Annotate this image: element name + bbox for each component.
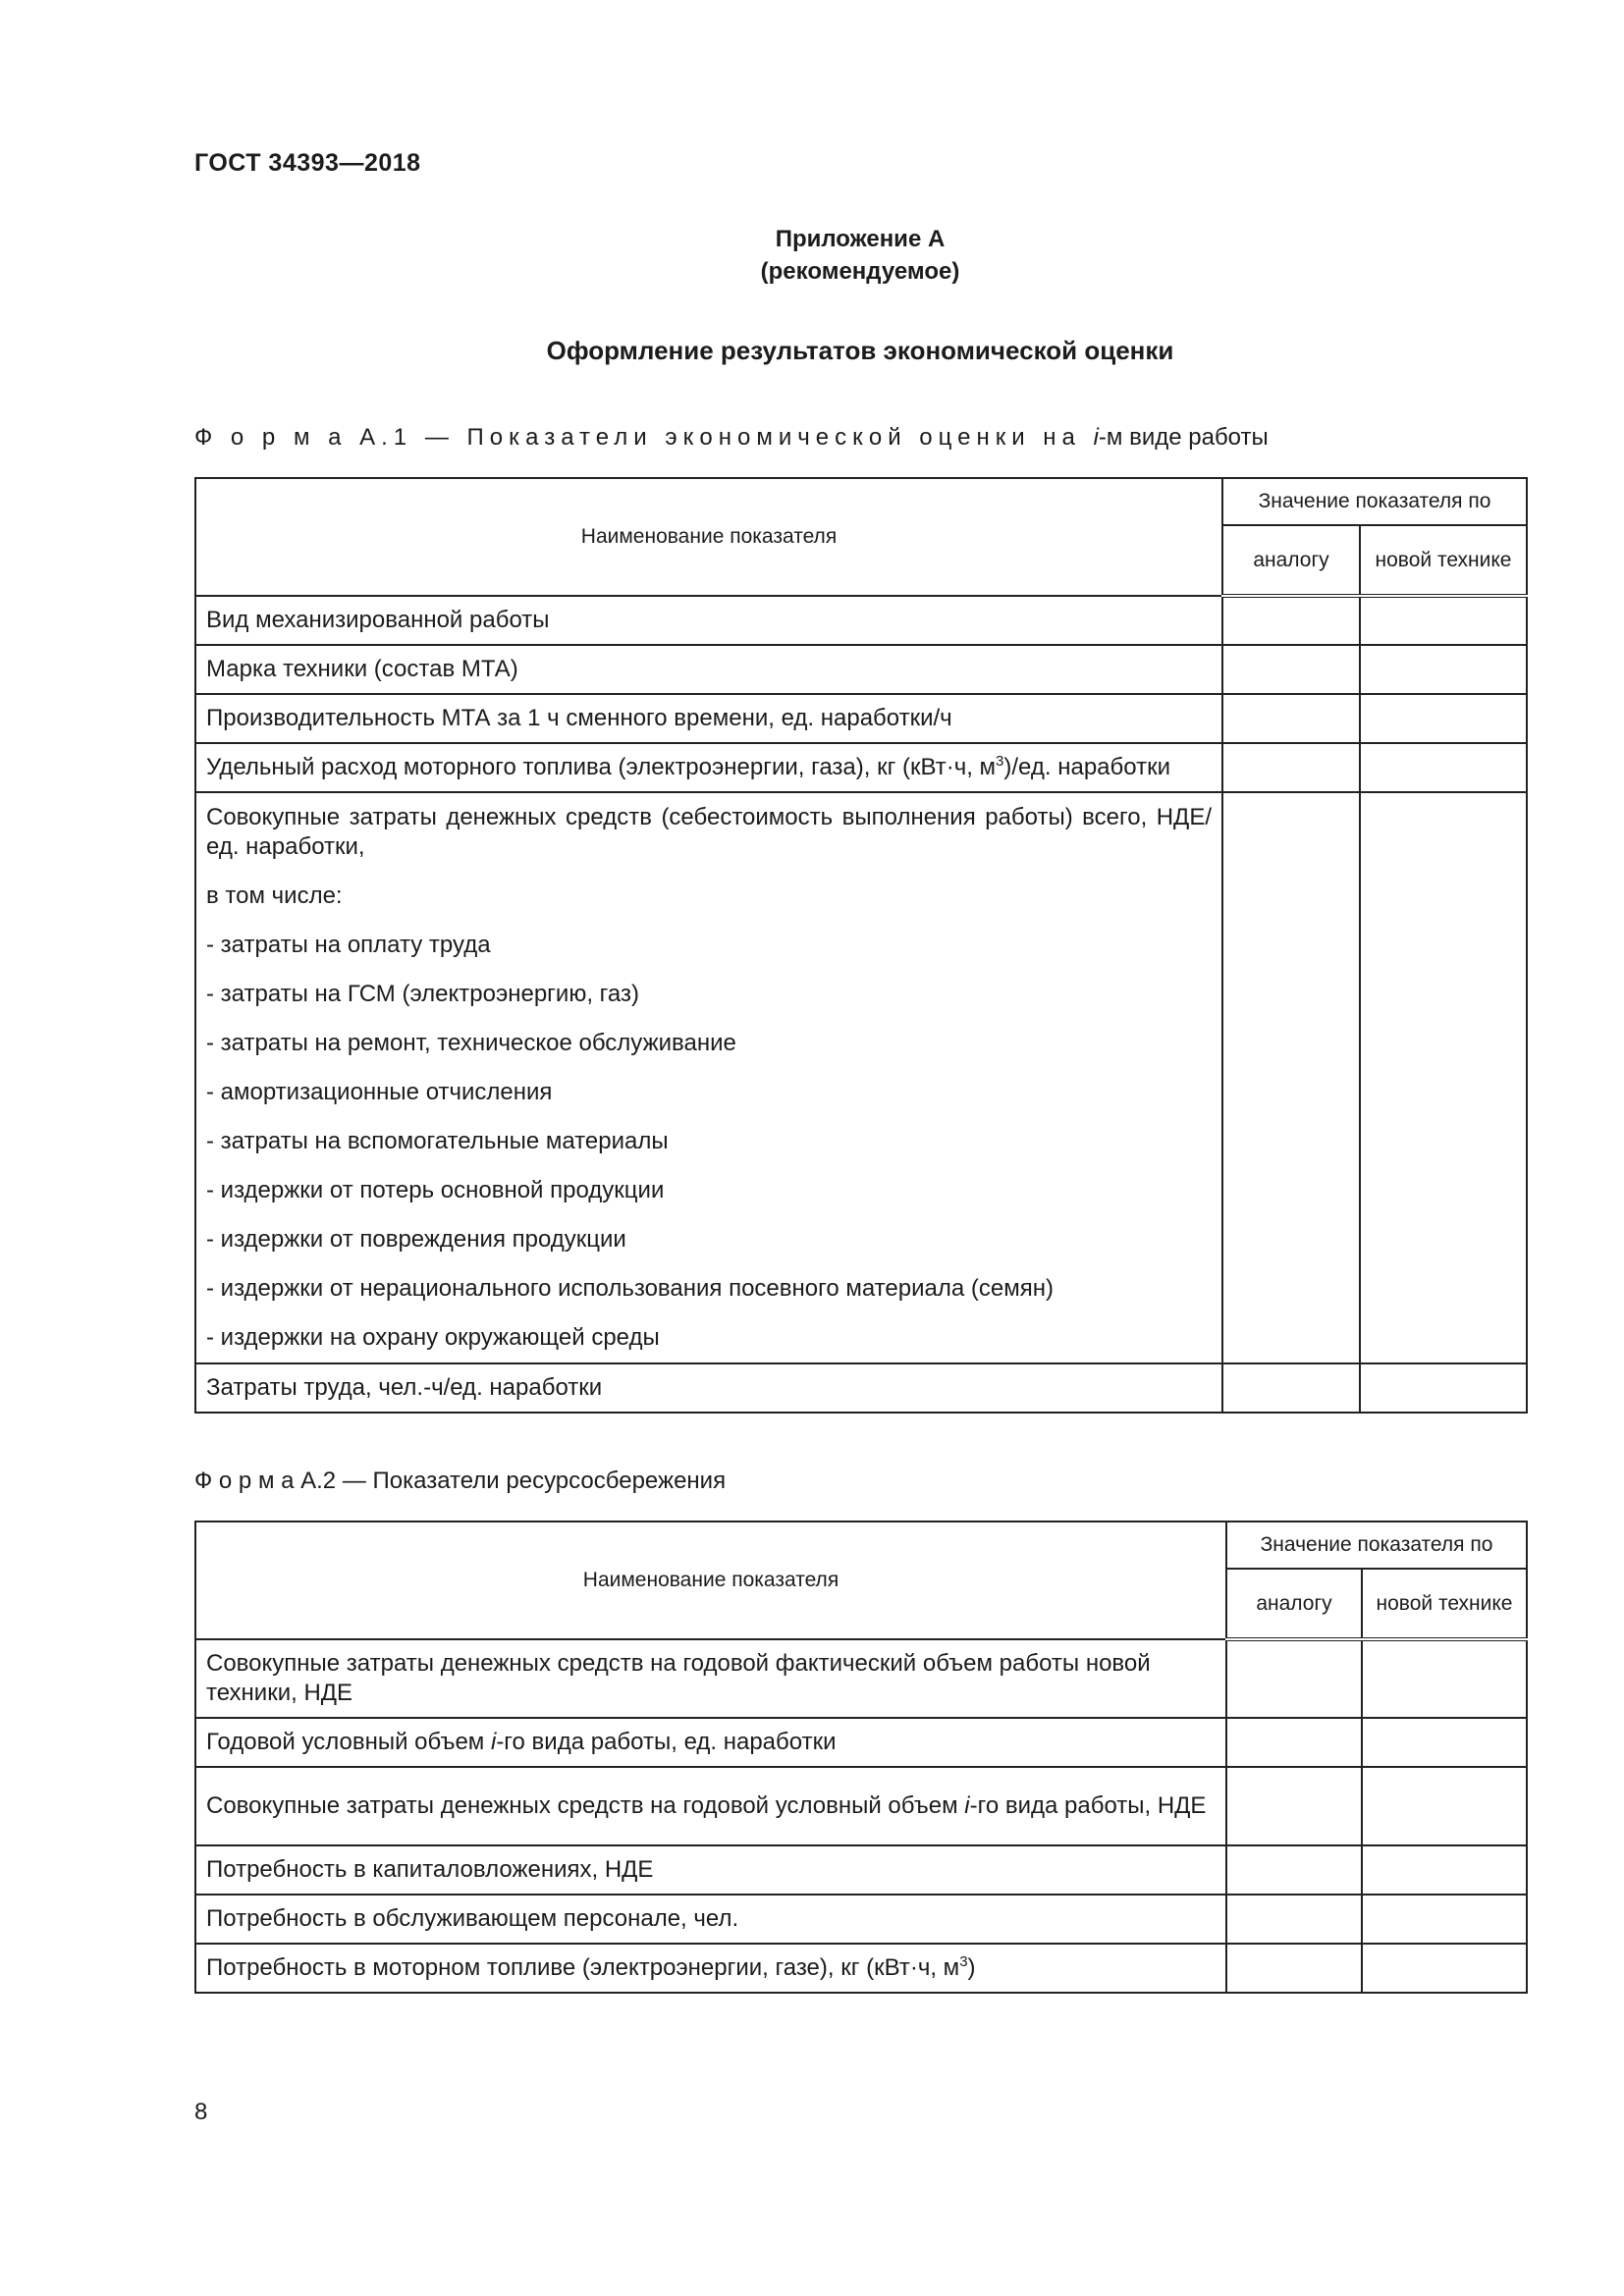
column-header-analog: аналогу xyxy=(1222,525,1360,596)
value-new-cell[interactable] xyxy=(1362,1639,1527,1718)
cost-item: - амортизационные отчисления xyxy=(206,1079,553,1105)
table-row xyxy=(195,1363,1527,1413)
table-row xyxy=(195,1895,1527,1944)
indicator-name: Производительность МТА за 1 ч сменного времени, ед. наработки/ч xyxy=(195,694,1222,743)
value-analog-cell[interactable] xyxy=(1226,1895,1362,1944)
value-new-cell[interactable] xyxy=(1360,645,1527,694)
indicator-name xyxy=(195,743,1222,792)
table-row xyxy=(195,694,1527,743)
superscript: 3 xyxy=(959,1953,968,1970)
form-a1-caption-prefix: Ф о р м а А.1 — Показатели экономической оценки на xyxy=(194,424,1094,451)
value-analog-cell[interactable] xyxy=(1226,1845,1362,1895)
value-new-cell[interactable] xyxy=(1362,1944,1527,1993)
cost-item: - затраты на ремонт, техническое обслуживание xyxy=(206,1030,736,1056)
cost-item: - издержки от нерационального использования посевного материала (семян) xyxy=(206,1275,1054,1302)
indicator-name xyxy=(195,1767,1226,1845)
value-new-cell[interactable] xyxy=(1362,1767,1527,1845)
row-text-italic: i xyxy=(964,1792,970,1819)
table-row xyxy=(195,1767,1527,1845)
page-number: 8 xyxy=(194,2099,208,2125)
section-title: Оформление результатов экономической оценки xyxy=(546,336,1174,365)
value-new-cell[interactable] xyxy=(1360,792,1527,1363)
value-analog-cell[interactable] xyxy=(1222,792,1360,1363)
appendix-kind: (рекомендуемое) xyxy=(760,258,960,285)
column-header-value: Значение показателя по xyxy=(1226,1522,1527,1569)
table-row xyxy=(195,1845,1527,1895)
value-analog-cell[interactable] xyxy=(1226,1767,1362,1845)
value-new-cell[interactable] xyxy=(1360,743,1527,792)
column-header-name: Наименование показателя xyxy=(195,1522,1226,1639)
indicator-name xyxy=(195,1718,1226,1767)
cost-main: Совокупные затраты денежных средств (себестоимость выполнения работы) всего, НДЕ/ед. наработки, xyxy=(206,804,1212,860)
cost-item: - издержки от потерь основной продукции xyxy=(206,1177,665,1203)
cost-intro: в том числе: xyxy=(206,882,343,909)
table-row xyxy=(195,645,1527,694)
cost-item: - затраты на ГСМ (электроэнергию, газ) xyxy=(206,981,639,1007)
indicator-name: Затраты труда, чел.-ч/ед. наработки xyxy=(195,1363,1222,1413)
table-row xyxy=(195,792,1527,1363)
value-analog-cell[interactable] xyxy=(1226,1718,1362,1767)
indicator-name: Потребность в капиталовложениях, НДЕ xyxy=(195,1845,1226,1895)
value-analog-cell[interactable] xyxy=(1222,1363,1360,1413)
indicator-name: Марка техники (состав МТА) xyxy=(195,645,1222,694)
value-analog-cell[interactable] xyxy=(1222,694,1360,743)
indicator-name: Совокупные затраты денежных средств на годовой фактический объем работы новой техники, НДЕ xyxy=(195,1639,1226,1718)
indicator-name: Потребность в обслуживающем персонале, чел. xyxy=(195,1895,1226,1944)
table-row xyxy=(195,1718,1527,1767)
value-analog-cell[interactable] xyxy=(1226,1944,1362,1993)
value-analog-cell[interactable] xyxy=(1222,743,1360,792)
appendix-title: Приложение А xyxy=(775,226,946,252)
cost-item: - издержки на охрану окружающей среды xyxy=(206,1324,660,1351)
value-new-cell[interactable] xyxy=(1362,1895,1527,1944)
value-new-cell[interactable] xyxy=(1360,1363,1527,1413)
table-row xyxy=(195,743,1527,792)
cost-item: - затраты на вспомогательные материалы xyxy=(206,1128,669,1154)
column-header-new: новой технике xyxy=(1362,1569,1527,1639)
indicator-name xyxy=(195,792,1222,1363)
row-text: Годовой условный объем xyxy=(206,1729,491,1755)
row-text-end: ) xyxy=(967,1954,976,1981)
fuel-text: Удельный расход моторного топлива (электроэнергии, газа), кг (кВт·ч, м xyxy=(206,754,997,780)
form-a2-table xyxy=(194,1521,1528,1994)
form-a1-table xyxy=(194,477,1528,1414)
value-new-cell[interactable] xyxy=(1362,1718,1527,1767)
form-a1-caption-suffix: -м виде работы xyxy=(1098,424,1269,451)
fuel-text-end: )/ед. наработки xyxy=(1003,754,1170,780)
row-text: Потребность в моторном топливе (электроэнергии, газе), кг (кВт·ч, м xyxy=(206,1954,960,1981)
table-row xyxy=(195,1944,1527,1993)
value-analog-cell[interactable] xyxy=(1222,596,1360,645)
row-text: Совокупные затраты денежных средств на годовой условный объем xyxy=(206,1792,965,1819)
superscript: 3 xyxy=(996,753,1004,770)
value-new-cell[interactable] xyxy=(1362,1845,1527,1895)
column-header-analog: аналогу xyxy=(1226,1569,1362,1639)
row-text-end: -го вида работы, НДЕ xyxy=(969,1792,1207,1819)
column-header-name: Наименование показателя xyxy=(195,478,1222,596)
form-a2-caption: Ф о р м а А.2 — Показатели ресурсосбережения xyxy=(194,1468,727,1494)
table-row xyxy=(195,596,1527,645)
cost-item: - затраты на оплату труда xyxy=(206,932,491,958)
indicator-name: Вид механизированной работы xyxy=(195,596,1222,645)
row-text-italic: i xyxy=(490,1729,497,1755)
table-row xyxy=(195,1639,1527,1718)
column-header-value: Значение показателя по xyxy=(1222,478,1527,525)
form-a1-caption xyxy=(194,424,1269,452)
form-a1-caption-italic: i xyxy=(1093,424,1099,451)
value-new-cell[interactable] xyxy=(1360,596,1527,645)
value-new-cell[interactable] xyxy=(1360,694,1527,743)
indicator-name xyxy=(195,1944,1226,1993)
row-text-end: -го вида работы, ед. наработки xyxy=(496,1729,837,1755)
column-header-new: новой технике xyxy=(1360,525,1527,596)
document-code: ГОСТ 34393—2018 xyxy=(194,149,421,177)
value-analog-cell[interactable] xyxy=(1226,1639,1362,1718)
value-analog-cell[interactable] xyxy=(1222,645,1360,694)
cost-item: - издержки от повреждения продукции xyxy=(206,1226,626,1253)
